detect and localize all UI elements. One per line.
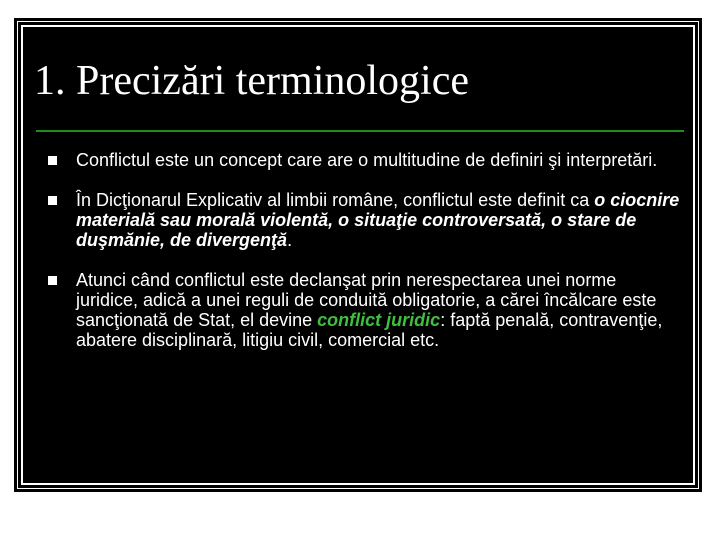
bullet-emphasis: o ciocnire materială sau morală violentă, o situaţie controversată, o stare de duşmănie, de divergenţă [76, 190, 680, 250]
bullet-list [40, 150, 680, 370]
title-divider [36, 130, 684, 132]
bullet-text-suffix: . [287, 230, 293, 250]
bullet-item [40, 150, 680, 170]
bullet-item [40, 270, 680, 350]
bullet-item [40, 190, 680, 250]
bullet-text-suffix: : faptă penală, contravenţie, abatere disciplinară, litigiu civil, comercial etc. [76, 310, 663, 350]
bullet-text: Conflictul este un concept care are o multitudine de definiri şi interpretări. [76, 150, 658, 170]
square-bullet-icon [48, 276, 57, 285]
square-bullet-icon [48, 196, 57, 205]
bullet-text-prefix: Atunci când conflictul este declanşat prin nerespectarea unei norme juridice, adică a unei reguli de conduită obligatorie, a cărei încălcare este sancţionată de Stat, el devine [76, 270, 657, 330]
bullet-emphasis-highlight: conflict juridic [317, 310, 441, 330]
slide-title: 1. Precizări terminologice [34, 58, 469, 104]
bullet-text-prefix: În Dicţionarul Explicativ al limbii române, conflictul este definit ca [76, 190, 595, 210]
square-bullet-icon [48, 156, 57, 165]
